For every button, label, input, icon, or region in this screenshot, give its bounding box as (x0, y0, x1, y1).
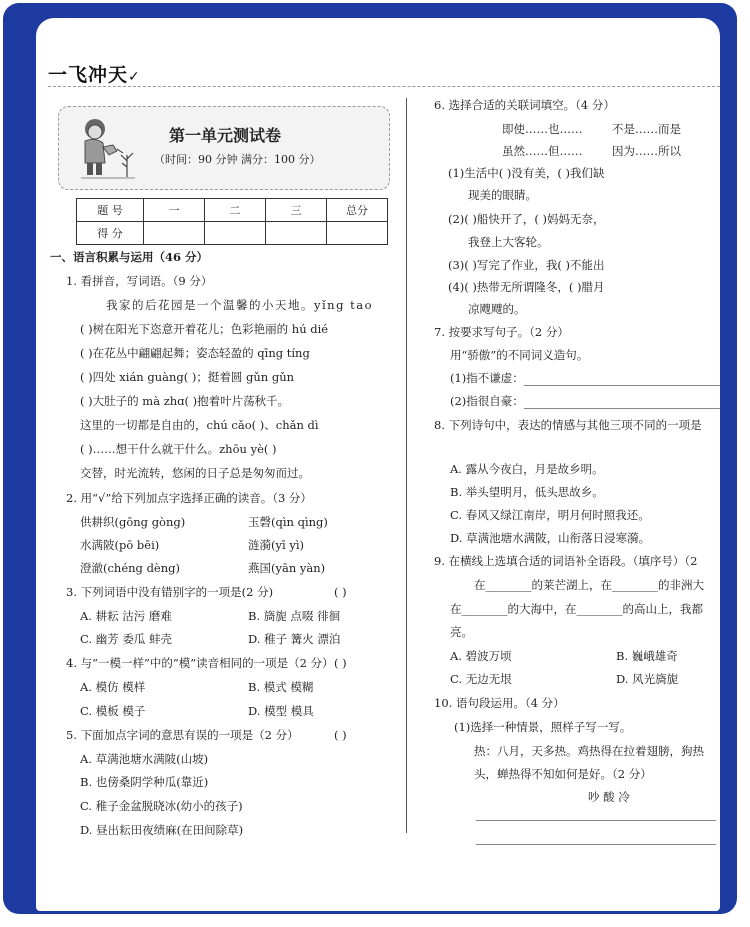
q2-option[interactable]: 水满陂(pō bēi) (80, 538, 160, 552)
q9-option[interactable]: B. 巍峨雄奇 (616, 649, 678, 663)
q1-line: ( )在花丛中翩翩起舞；姿态轻盈的 qīng tíng (80, 346, 310, 360)
answer-line[interactable] (524, 408, 720, 409)
q6-item: (2)( )船快开了，( )妈妈无奈， (448, 212, 605, 226)
answer-line[interactable] (524, 385, 720, 386)
question-4-stem: 4. 与“一模一样”中的“模”读音相同的一项是（2 分） (66, 656, 334, 670)
question-10-stem: 10. 语句段运用。（4 分） (434, 696, 565, 710)
q4-option[interactable]: A. 模仿 模样 (80, 680, 146, 694)
column-divider (406, 98, 407, 833)
q1-line: ( )大肚子的 mà zhɑ( )抱着叶片荡秋千。 (80, 394, 290, 408)
q4-option[interactable]: C. 模板 模子 (80, 704, 146, 718)
q10-words: 吵 酸 冷 (588, 790, 630, 804)
q9-line: 在________的大海中，在________的高山上，我都 (450, 602, 703, 616)
q2-option[interactable]: 燕国(yān yàn) (248, 561, 326, 575)
brand-logo: 一飞冲天✓ (48, 64, 141, 86)
q9-line: 亮。 (450, 625, 473, 639)
q9-line: 在________的莱芒湖上，在________的非洲大 (474, 578, 704, 592)
exam-subtitle: （时间：90 分钟 满分：100 分） (154, 153, 321, 166)
q1-line: ( )……想干什么就干什么。zhōu yè( ) (80, 442, 277, 456)
q5-option[interactable]: C. 稚子金盆脱晓冰(幼小的孩子) (80, 799, 243, 813)
check-icon: ✓ (128, 69, 141, 85)
score-input-cell[interactable] (205, 222, 266, 245)
q6-choice: 因为……所以 (612, 144, 681, 158)
q3-option[interactable]: B. 旖旎 点啜 徘徊 (248, 609, 341, 623)
q4-option[interactable]: B. 模式 模糊 (248, 680, 314, 694)
q7-intro: 用“骄傲”的不同词义造句。 (450, 348, 589, 362)
q1-line: 这里的一切都是自由的，chú cǎo( )、chǎn dì (80, 418, 319, 432)
score-header-cell: 二 (205, 199, 266, 222)
q8-option[interactable]: D. 草满池塘水满陂，山衔落日浸寒漪。 (450, 531, 651, 545)
answer-bracket[interactable]: ( ) (334, 728, 347, 742)
q4-option[interactable]: D. 模型 模具 (248, 704, 314, 718)
score-header-cell: 题 号 (77, 199, 144, 222)
score-input-cell[interactable] (144, 222, 205, 245)
q9-option[interactable]: C. 无边无垠 (450, 672, 512, 686)
question-1-stem: 1. 看拼音，写词语。（9 分） (66, 274, 213, 288)
q6-item: 现美的眼睛。 (468, 188, 537, 202)
q8-option[interactable]: A. 露从今夜白，月是故乡明。 (450, 462, 604, 476)
q5-option[interactable]: A. 草满池塘水满陂(山坡) (80, 752, 209, 766)
q6-choice: 不是……而是 (612, 122, 681, 136)
score-label-cell: 得 分 (77, 222, 144, 245)
q10-line: 头，蝉热得不知如何是好。（2 分） (474, 767, 652, 781)
score-header-cell: 总分 (327, 199, 388, 222)
q3-option[interactable]: D. 稚子 篝火 漂泊 (248, 632, 341, 646)
q5-option[interactable]: D. 昼出耘田夜绩麻(在田间除草) (80, 823, 244, 837)
score-header-cell: 三 (266, 199, 327, 222)
q7-item-label: (1)指不谦虚： (450, 371, 524, 385)
q8-option[interactable]: B. 举头望明月，低头思故乡。 (450, 485, 604, 499)
score-input-cell[interactable] (266, 222, 327, 245)
section-heading: 一、语言积累与运用（46 分） (50, 250, 209, 264)
answer-line[interactable] (476, 820, 716, 821)
q3-option[interactable]: A. 耕耘 沽污 磨难 (80, 609, 172, 623)
exam-title: 第一单元测试卷 (169, 126, 282, 145)
title-box (58, 106, 390, 190)
q1-line: ( )树在阳光下恣意开着花儿；色彩艳丽的 hú dié (80, 322, 329, 336)
q9-option[interactable]: D. 风光旖旎 (616, 672, 679, 686)
q6-choice: 虽然……但…… (502, 144, 583, 158)
question-7-stem: 7. 按要求写句子。（2 分） (434, 325, 569, 339)
score-table (76, 198, 388, 245)
q8-option[interactable]: C. 春风又绿江南岸，明月何时照我还。 (450, 508, 650, 522)
q6-choice: 即使……也…… (502, 122, 583, 136)
answer-bracket[interactable]: ( ) (334, 585, 347, 599)
q7-item-label: (2)指很自豪： (450, 394, 524, 408)
q10-subquestion: (1)选择一种情景，照样子写一写。 (454, 720, 632, 734)
q10-line: 热：八月，天多热。鸡热得在拉着翅膀，狗热 (474, 744, 704, 758)
q2-option[interactable]: 涟漪(yī yì) (248, 538, 304, 552)
question-6-stem: 6. 选择合适的关联词填空。（4 分） (434, 98, 615, 112)
question-8-stem: 8. 下列诗句中，表达的情感与其他三项不同的一项是 (434, 418, 702, 432)
q6-item: (3)( )写完了作业，我( )不能出 (448, 258, 605, 272)
q6-item: (4)( )热带无所谓隆冬，( )腊月 (448, 280, 605, 294)
question-2-stem: 2. 用“√”给下列加点字选择正确的读音。（3 分） (66, 491, 312, 505)
question-9-stem: 9. 在横线上选填合适的词语补全语段。（填序号）（2 (434, 554, 698, 568)
boy-watering-plant-illustration (73, 115, 137, 181)
exam-paper (36, 18, 720, 911)
q1-line: 我家的后花园是一个温馨的小天地。yǐng tao (106, 298, 373, 312)
q2-option[interactable]: 供耕织(gōng gòng) (80, 515, 186, 529)
answer-line[interactable] (476, 844, 716, 845)
q6-item: 凉飕飕的。 (468, 302, 526, 316)
q1-line: 交替，时光流转，悠闲的日子总是匆匆而过。 (80, 466, 310, 480)
answer-bracket[interactable]: ( ) (334, 656, 347, 670)
question-3-stem: 3. 下列词语中没有错别字的一项是(2 分) (66, 585, 274, 599)
q9-option[interactable]: A. 碧波万顷 (450, 649, 512, 663)
q6-item: (1)生活中( )没有美，( )我们缺 (448, 166, 605, 180)
q2-option[interactable]: 澄澈(chéng dèng) (80, 561, 180, 575)
q1-line: ( )四处 xián guàng( )；挺着圆 gǔn gǔn (80, 370, 295, 384)
score-input-cell[interactable] (327, 222, 388, 245)
q6-item: 我登上大客轮。 (468, 235, 549, 249)
question-5-stem: 5. 下面加点字词的意思有误的一项是（2 分） (66, 728, 299, 742)
top-dashed-divider (48, 86, 720, 87)
q5-option[interactable]: B. 也傍桑阴学种瓜(靠近) (80, 775, 209, 789)
score-header-cell: 一 (144, 199, 205, 222)
q2-option[interactable]: 玉磬(qìn qìng) (248, 515, 328, 529)
q3-option[interactable]: C. 幽芳 委瓜 蚌壳 (80, 632, 173, 646)
